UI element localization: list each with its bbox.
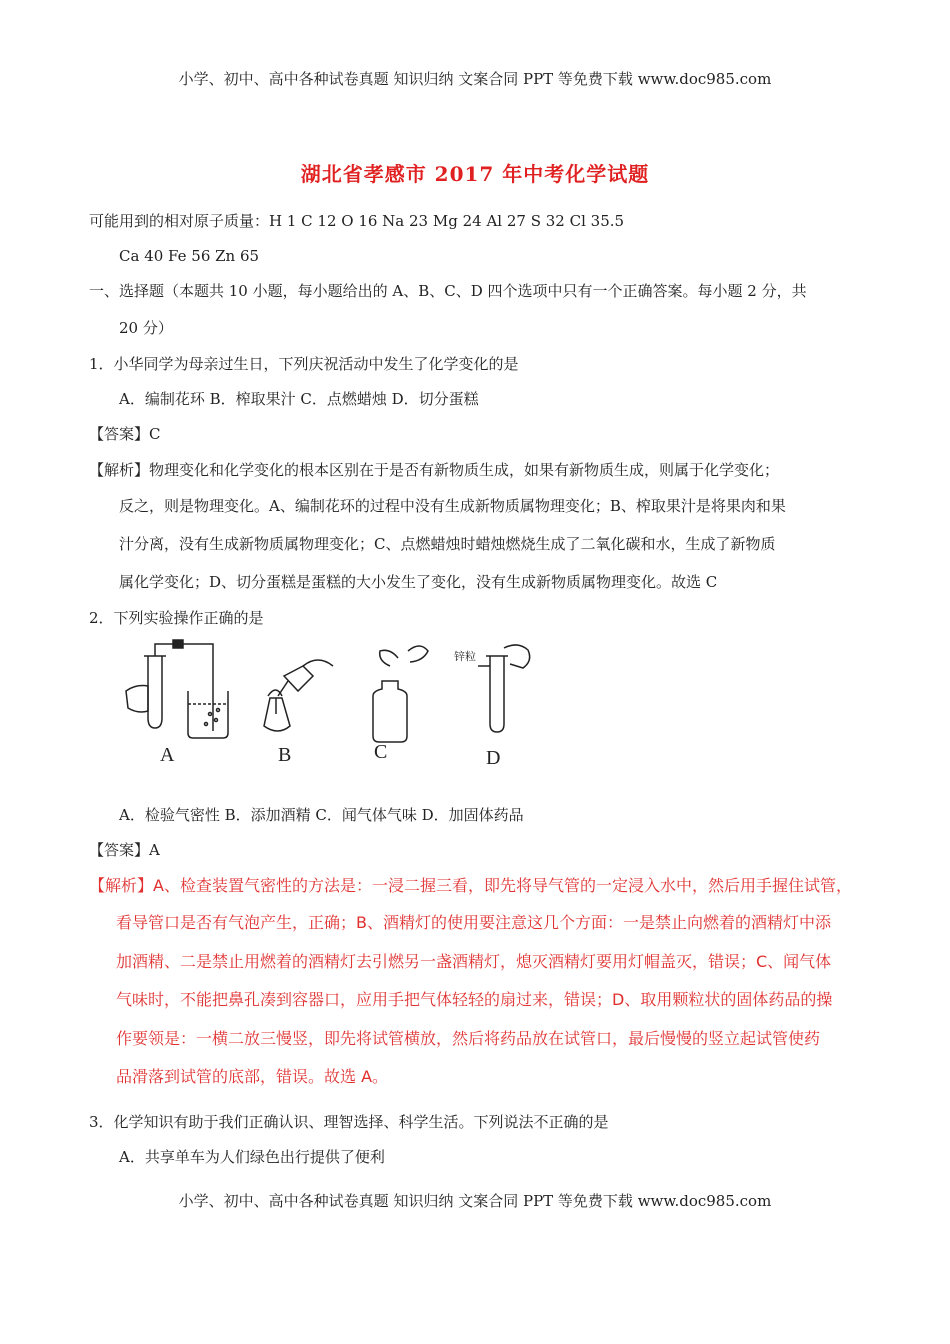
q2-analysis-line5: 作要领是：一横二放三慢竖，即先将试管横放，然后将药品放在试管口，最后慢慢的竖立起试管使药 [116, 1029, 821, 1048]
page-footer: 小学、初中、高中各种试卷真题 知识归纳 文案合同 PPT 等免费下载 www.doc985.com [178, 1192, 772, 1210]
q3-stem: 3．化学知识有助于我们正确认识、理智选择、科学生活。下列说法不正确的是 [89, 1113, 609, 1131]
page-title: 湖北省孝感市 2017 年中考化学试题 [300, 162, 650, 186]
q1-analysis-line2: 反之，则是物理变化。A、编制花环的过程中没有生成新物质属物理变化；B、榨取果汁是将果肉和果 [119, 497, 786, 515]
q1-options: A．编制花环 B．榨取果汁 C．点燃蜡烛 D．切分蛋糕 [119, 390, 479, 408]
q2-answer: 【答案】A [89, 841, 160, 859]
q1-analysis-line1: 【解析】物理变化和化学变化的根本区别在于是否有新物质生成，如果有新物质生成，则属于化学变化； [89, 461, 780, 479]
q1-answer: 【答案】C [89, 425, 161, 443]
figure-label-b: B [278, 744, 292, 766]
section-heading-line2: 20 分） [119, 319, 173, 337]
page-header: 小学、初中、高中各种试卷真题 知识归纳 文案合同 PPT 等免费下载 www.doc985.com [178, 70, 772, 88]
q1-stem: 1．小华同学为母亲过生日，下列庆祝活动中发生了化学变化的是 [89, 355, 519, 373]
atomic-masses-line2: Ca 40 Fe 56 Zn 65 [119, 247, 260, 265]
figure-label-d: D [486, 747, 501, 769]
q2-analysis-line3: 加酒精、二是禁止用燃着的酒精灯去引燃另一盏酒精灯，熄灭酒精灯要用灯帽盖灭，错误；C、闻气体 [116, 952, 832, 971]
q2-analysis-line2: 看导管口是否有气泡产生，正确；B、酒精灯的使用要注意这几个方面：一是禁止向燃着的酒精灯中添 [116, 913, 831, 932]
q2-analysis-line1: 【解析】A、检查装置气密性的方法是：一浸二握三看，即先将导气管的一定浸入水中，然后用手握住试管， [89, 876, 852, 895]
q2-analysis-line4: 气味时，不能把鼻孔凑到容器口，应用手把气体轻轻的扇过来，错误；D、取用颗粒状的固体药品的操 [116, 990, 833, 1009]
q2-figure [118, 636, 578, 771]
q2-options: A．检验气密性 B．添加酒精 C．闻气体气味 D．加固体药品 [119, 806, 524, 824]
figure-b-adding-alcohol [264, 660, 333, 766]
figure-c-smelling-gas [373, 646, 428, 763]
q1-analysis-line4: 属化学变化；D、切分蛋糕是蛋糕的大小发生了变化，没有生成新物质属物理变化。故选 C [119, 573, 718, 591]
q3-option-a: A．共享单车为人们绿色出行提供了便利 [119, 1148, 385, 1166]
q1-analysis-line3: 汁分离，没有生成新物质属物理变化；C、点燃蜡烛时蜡烛燃烧生成了二氧化碳和水，生成了新物质 [119, 535, 776, 553]
q2-stem: 2．下列实验操作正确的是 [89, 609, 264, 627]
section-heading-line1: 一、选择题（本题共 10 小题，每小题给出的 A、B、C、D 四个选项中只有一个正确答案。每小题 2 分，共 [89, 282, 807, 300]
q2-analysis-line6: 品滑落到试管的底部，错误。故选 A。 [116, 1067, 389, 1086]
figure-label-a: A [160, 744, 175, 766]
figure-a-airtight-check [126, 640, 228, 766]
figure-label-c: C [374, 741, 388, 763]
figure-d-adding-solid [454, 645, 530, 769]
figure-text-zinc: 锌粒 [454, 650, 476, 663]
atomic-masses-line1: 可能用到的相对原子质量：H 1 C 12 O 16 Na 23 Mg 24 Al 27 S 32 Cl 35.5 [89, 212, 625, 230]
